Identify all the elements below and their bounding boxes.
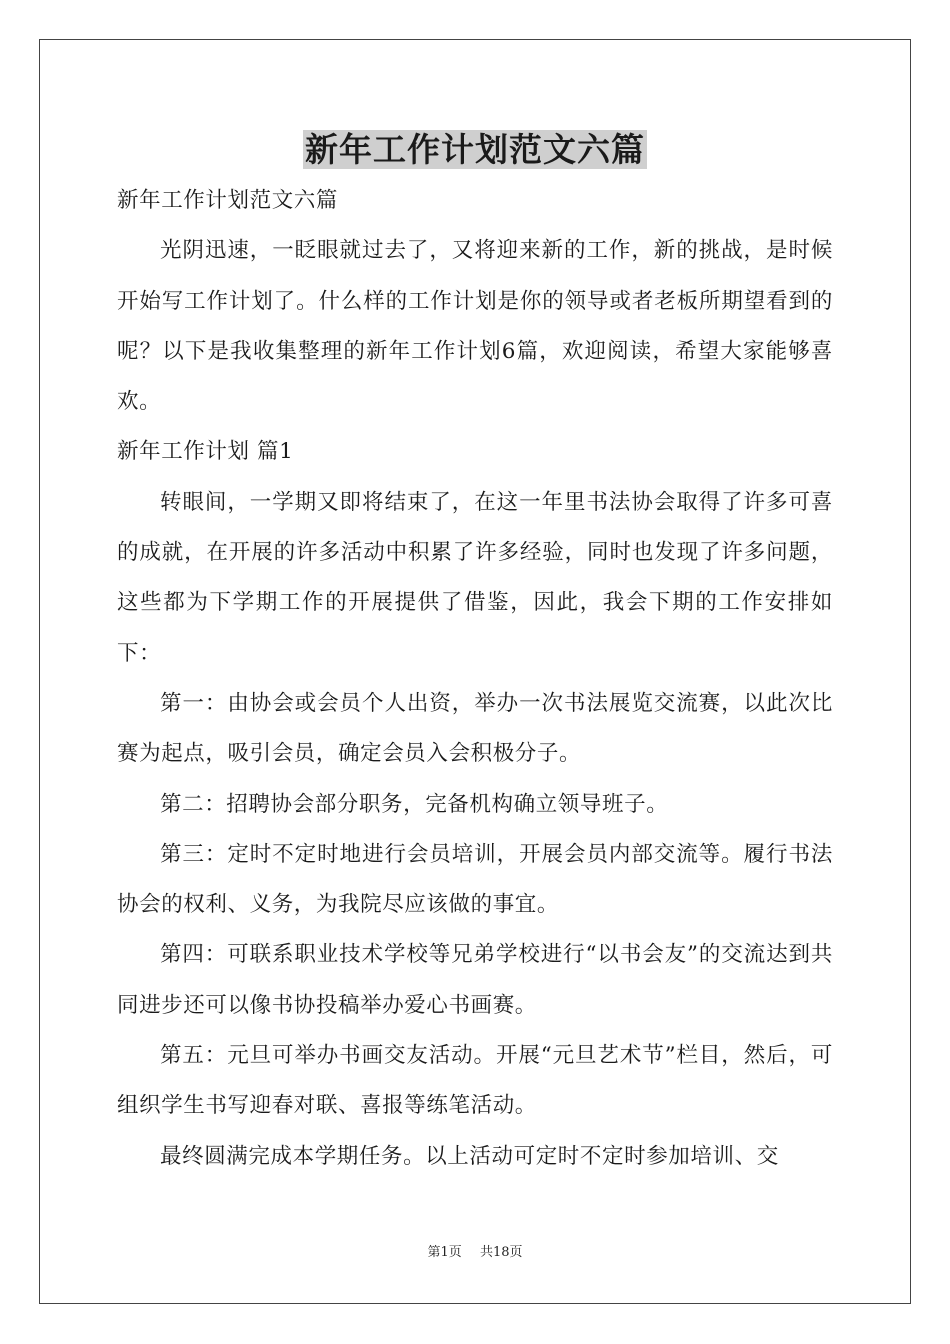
- page-number: 第1页: [427, 1245, 462, 1260]
- title-text: 新年工作计划范文六篇: [305, 130, 645, 169]
- paragraph: 第四：可联系职业技术学校等兄弟学校进行“以书会友”的交流达到共同进步还可以像书协投稿举办爱心书画赛。: [117, 942, 833, 1018]
- paragraph: 第五：元旦可举办书画交友活动。开展“元旦艺术节”栏目，然后，可组织学生书写迎春对联、喜报等练笔活动。: [117, 1043, 833, 1119]
- section-heading: 新年工作计划 篇1: [117, 439, 294, 465]
- paragraph: 最终圆满完成本学期任务。以上活动可定时不定时参加培训、交: [160, 1143, 779, 1169]
- paragraph-intro: 光阴迅速，一眨眼就过去了，又将迎来新的工作，新的挑战，是时候开始写工作计划了。什么样的工作计划是你的领导或者老板所期望看到的呢？以下是我收集整理的新年工作计划6篇，欢迎阅读，希望大家能够喜欢。: [117, 238, 833, 415]
- paragraph: 转眼间，一学期又即将结束了，在这一年里书法协会取得了许多可喜的成就，在开展的许多活动中积累了许多经验，同时也发现了许多问题，这些都为下学期工作的开展提供了借鉴，因此，我会下期的工作安排如下：: [117, 489, 833, 666]
- paragraph: 第一：由协会或会员个人出资，举办一次书法展览交流赛，以此次比赛为起点，吸引会员，确定会员入会积极分子。: [117, 690, 833, 767]
- document-title: [0, 127, 950, 173]
- paragraph: 第二：招聘协会部分职务，完备机构确立领导班子。: [160, 791, 669, 817]
- page-footer: [0, 1244, 950, 1262]
- document-body: [117, 176, 833, 1182]
- paragraph-subtitle: 新年工作计划范文六篇: [117, 188, 339, 213]
- paragraph: 第三：定时不定时地进行会员培训，开展会员内部交流等。履行书法协会的权利、义务，为我院尽应该做的事宜。: [117, 841, 833, 918]
- page-total: 共18页: [479, 1245, 523, 1260]
